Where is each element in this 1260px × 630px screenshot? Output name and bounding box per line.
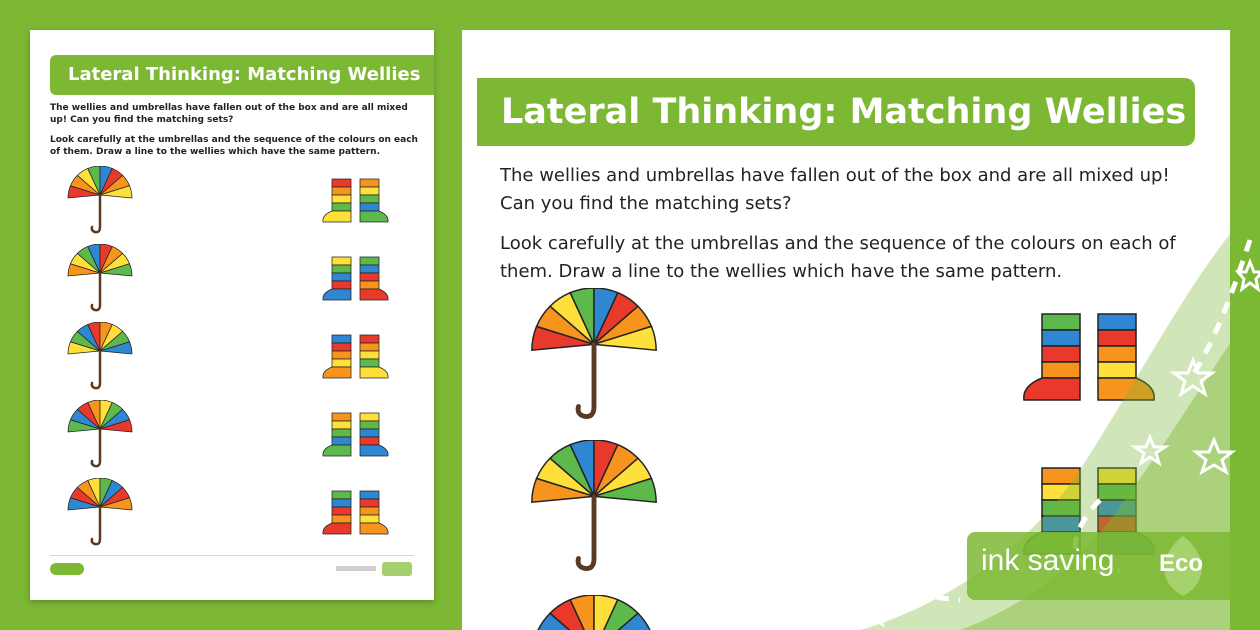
thumbnail-paragraph-2: Look carefully at the umbrellas and the sequence of the colours on each of them. Draw a line to the wellies which have the same pattern. <box>50 135 418 157</box>
instructions-paragraph-1: The wellies and umbrellas have fallen out of the box and are all mixed up! Can you find the matching sets? <box>500 165 1170 214</box>
eco-label: Eco <box>1159 550 1204 577</box>
instructions-paragraph-2: Look carefully at the umbrellas and the sequence of the colours on each of them. Draw a line to the wellies which have the same pattern. <box>500 233 1176 282</box>
thumbnail-paragraph-1: The wellies and umbrellas have fallen out of the box and are all mixed up! Can you find the matching sets? <box>50 103 408 125</box>
eco-ink-saving-badge <box>967 532 1243 600</box>
thumbnail-title: Lateral Thinking: Matching Wellies <box>50 55 434 95</box>
ink-saving-label: ink saving <box>981 544 1115 577</box>
page-title: Lateral Thinking: Matching Wellies <box>477 78 1195 146</box>
